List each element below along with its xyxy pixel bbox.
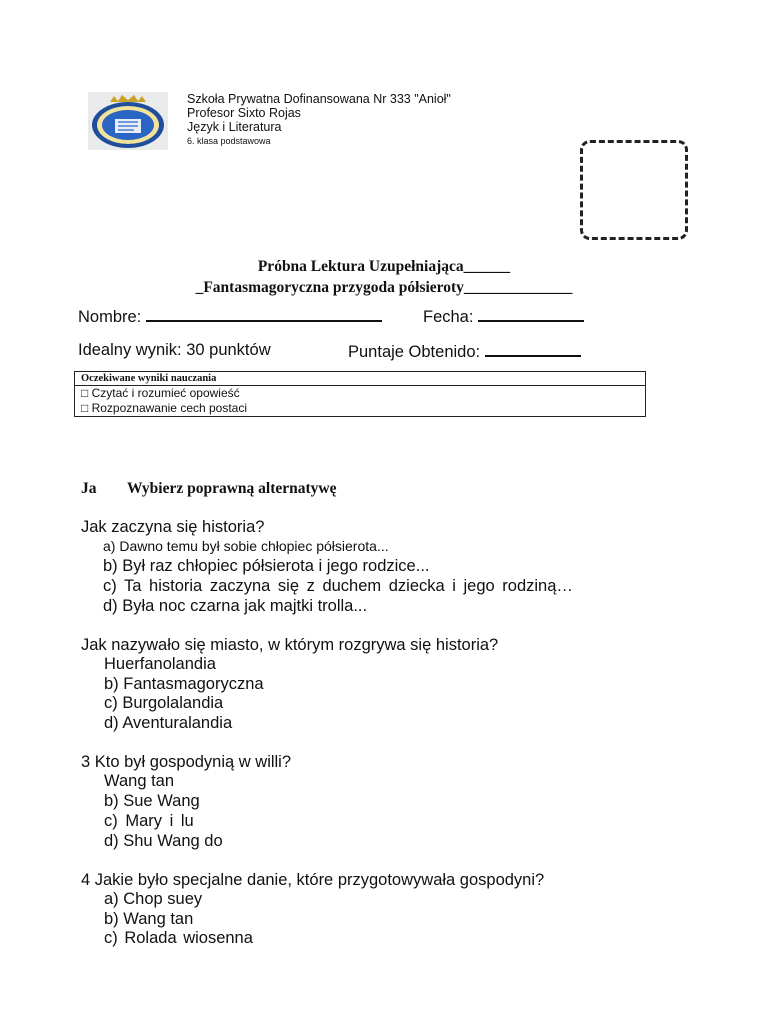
answer-option[interactable]: Huerfanolandia: [104, 655, 216, 673]
school-name: Szkoła Prywatna Dofinansowana Nr 333 "Anioł": [187, 92, 451, 106]
answer-option[interactable]: a) Chop suey: [104, 890, 203, 908]
answer-option[interactable]: b) Fantasmagoryczna: [104, 675, 264, 693]
question-2: Jak nazywało się miasto, w którym rozgrywa się historia?: [81, 636, 499, 654]
obtained-blank[interactable]: [485, 341, 581, 357]
question-1: Jak zaczyna się historia?: [81, 518, 265, 536]
question-3: 3 Kto był gospodynią w willi?: [81, 753, 292, 771]
test-title: Próbna Lektura Uzupełniająca______: [257, 258, 511, 275]
answer-option[interactable]: b) Sue Wang: [104, 792, 200, 810]
outcome-item: □ Czytać i rozumieć opowieść: [75, 386, 646, 402]
answer-option[interactable]: d) Aventuralandia: [104, 714, 233, 732]
obtained-score-field[interactable]: [348, 341, 581, 362]
answer-option[interactable]: b) Wang tan: [104, 910, 194, 928]
answer-option[interactable]: c) Burgolalandia: [104, 694, 224, 712]
outcome-item: □ Rozpoznawanie cech postaci: [75, 401, 646, 417]
subject-name: Język i Literatura: [187, 120, 282, 134]
name-field[interactable]: [78, 306, 382, 327]
answer-option[interactable]: d) Shu Wang do: [104, 832, 223, 850]
name-label: Nombre:: [78, 308, 142, 326]
teacher-name: Profesor Sixto Rojas: [187, 106, 301, 120]
answer-option[interactable]: Wang tan: [104, 772, 175, 790]
ideal-score: Idealny wynik: 30 punktów: [78, 341, 271, 359]
book-title: _Fantasmagoryczna przygoda półsieroty______________: [195, 279, 573, 296]
date-label: Fecha:: [423, 308, 474, 326]
answer-option[interactable]: b) Był raz chłopiec półsierota i jego rodzice...: [103, 557, 430, 575]
section-title: Wybierz poprawną alternatywę: [127, 480, 337, 497]
answer-option[interactable]: a) Dawno temu był sobie chłopiec półsierota...: [103, 538, 389, 554]
answer-option[interactable]: c) Rolada wiosenna: [104, 929, 253, 947]
outcomes-table: [74, 371, 646, 417]
school-logo: [88, 92, 168, 150]
answer-option[interactable]: c) Ta historia zaczyna się z duchem dziecka i jego rodziną…: [103, 577, 573, 595]
grade-stamp-box: [580, 140, 688, 240]
date-field[interactable]: [423, 306, 584, 327]
section-number: Ja: [81, 480, 97, 497]
grade-level: 6. klasa podstawowa: [187, 136, 271, 146]
answer-option[interactable]: d) Była noc czarna jak majtki trolla...: [103, 597, 368, 615]
question-4: 4 Jakie było specjalne danie, które przygotowywała gospodyni?: [81, 871, 545, 889]
outcomes-header: Oczekiwane wyniki nauczania: [75, 372, 646, 386]
date-blank[interactable]: [478, 306, 584, 322]
answer-option[interactable]: c) Mary i lu: [104, 812, 194, 830]
name-blank[interactable]: [146, 306, 382, 322]
obtained-label: Puntaje Obtenido:: [348, 343, 481, 361]
